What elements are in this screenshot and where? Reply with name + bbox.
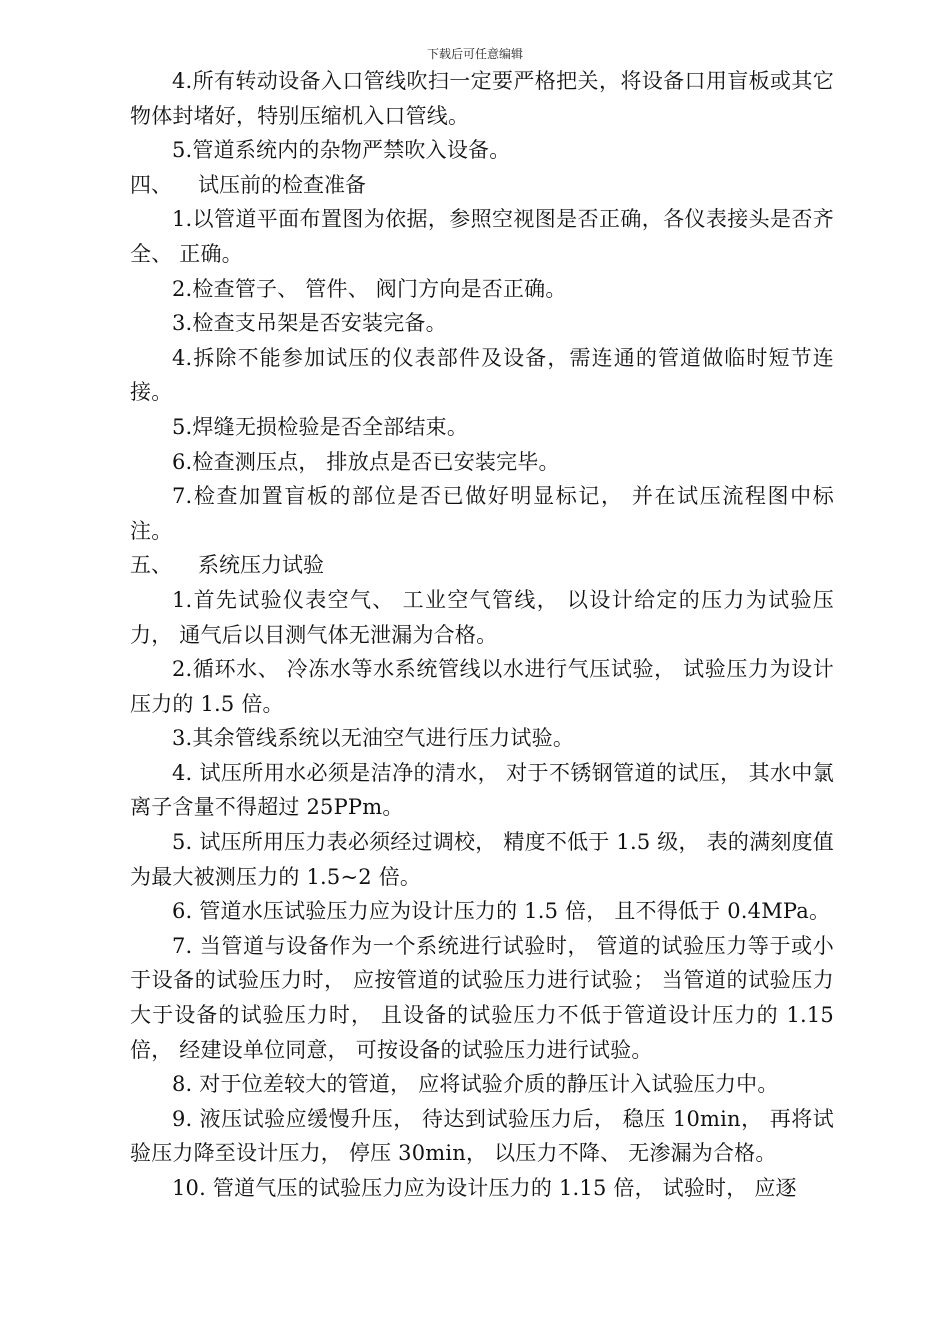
paragraph: 6. 管道水压试验压力应为设计压力的 1.5 倍， 且不得低于 0.4MPa。 [172, 899, 831, 924]
paragraph: 7. 当管道与设备作为一个系统进行试验时， 管道的试验压力等于或小于设备的试验压力时， 应按管道的试验压力进行试验； 当管道的试验压力大于设备的试验压力时， 且设备的试验压力不低于管道设计压力的 1.15 倍， 经建设单位同意， 可按设备的试验压力进行试验。 [130, 933, 834, 1062]
paragraph: 5.管道系统内的杂物严禁吹入设备。 [172, 138, 511, 163]
paragraph: 3.其余管线系统以无油空气进行压力试验。 [172, 726, 575, 751]
section-number: 四、 [130, 172, 172, 197]
paragraph: 4. 试压所用水必须是洁净的清水， 对于不锈钢管道的试压， 其水中氯离子含量不得超过 25PPm。 [130, 760, 834, 820]
section-title: 系统压力试验 [198, 553, 324, 578]
section-number: 五、 [130, 553, 172, 578]
paragraph: 8. 对于位差较大的管道， 应将试验介质的静压计入试验压力中。 [172, 1072, 779, 1097]
paragraph: 3.检查支吊架是否安装完备。 [172, 311, 447, 336]
section-heading [130, 548, 834, 583]
document-body [130, 64, 834, 1206]
paragraph: 5.焊缝无损检验是否全部结束。 [172, 414, 469, 439]
paragraph: 2.循环水、 冷冻水等水系统管线以水进行气压试验， 试验压力为设计压力的 1.5 倍。 [130, 657, 834, 716]
paragraph: 1.以管道平面布置图为依据，参照空视图是否正确，各仪表接头是否齐全、 正确。 [130, 207, 834, 266]
paragraph: 9. 液压试验应缓慢升压， 待达到试验压力后， 稳压 10min， 再将试验压力降至设计压力， 停压 30min， 以压力不降、 无渗漏为合格。 [130, 1106, 834, 1166]
paragraph: 1.首先试验仪表空气、 工业空气管线， 以设计给定的压力为试验压力， 通气后以目测气体无泄漏为合格。 [130, 587, 834, 647]
paragraph: 7.检查加置盲板的部位是否已做好明显标记， 并在试压流程图中标注。 [130, 484, 834, 543]
paragraph: 2.检查管子、 管件、 阀门方向是否正确。 [172, 276, 567, 301]
page-header: 下载后可任意编辑 [426, 47, 523, 61]
paragraph: 5. 试压所用压力表必须经过调校， 精度不低于 1.5 级， 表的满刻度值为最大被测压力的 1.5~2 倍。 [130, 830, 834, 889]
paragraph: 10. 管道气压的试验压力应为设计压力的 1.15 倍， 试验时， 应逐 [172, 1176, 797, 1200]
section-heading [130, 168, 834, 203]
paragraph: 4.拆除不能参加试压的仪表部件及设备，需连通的管道做临时短节连接。 [130, 345, 834, 405]
paragraph: 4.所有转动设备入口管线吹扫一定要严格把关，将设备口用盲板或其它物体封堵好，特别压缩机入口管线。 [130, 69, 834, 128]
section-title: 试压前的检查准备 [198, 172, 366, 197]
paragraph: 6.检查测压点， 排放点是否已安装完毕。 [172, 449, 560, 474]
